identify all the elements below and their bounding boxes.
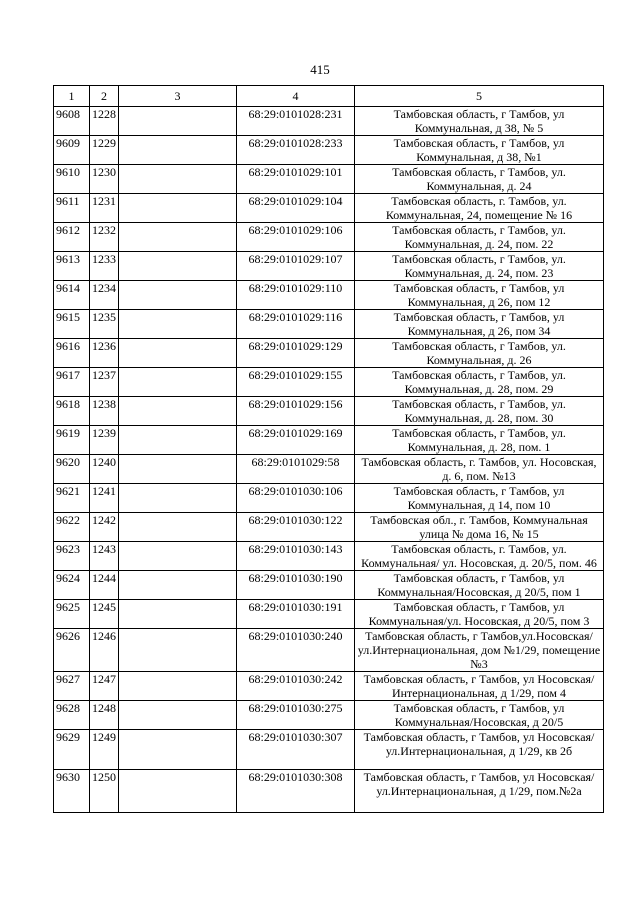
column-header-1: 1 xyxy=(54,86,90,107)
empty-cell xyxy=(119,426,237,455)
cadastral-number-cell: 68:29:0101029:107 xyxy=(237,252,355,281)
cadastral-number-cell: 68:29:0101028:231 xyxy=(237,107,355,136)
row-number-cell: 9622 xyxy=(54,513,90,542)
cadastral-number-cell: 68:29:0101029:129 xyxy=(237,339,355,368)
address-cell: Тамбовская область, г Тамбов, ул Носовская/ул.Интернациональная, д 1/29, кв 2б xyxy=(355,730,604,770)
row-subnumber-cell: 1232 xyxy=(90,223,119,252)
table-row xyxy=(54,310,604,339)
empty-cell xyxy=(119,542,237,571)
row-subnumber-cell: 1243 xyxy=(90,542,119,571)
row-number-cell: 9626 xyxy=(54,629,90,672)
table-row xyxy=(54,513,604,542)
table-row xyxy=(54,223,604,252)
row-number-cell: 9611 xyxy=(54,194,90,223)
cadastral-number-cell: 68:29:0101029:169 xyxy=(237,426,355,455)
row-number-cell: 9629 xyxy=(54,730,90,770)
address-cell: Тамбовская область, г Тамбов, ул Коммунальная, д 26, пом 12 xyxy=(355,281,604,310)
row-subnumber-cell: 1250 xyxy=(90,770,119,813)
row-subnumber-cell: 1229 xyxy=(90,136,119,165)
table-row xyxy=(54,426,604,455)
row-subnumber-cell: 1238 xyxy=(90,397,119,426)
row-subnumber-cell: 1230 xyxy=(90,165,119,194)
table-row xyxy=(54,730,604,770)
table-row xyxy=(54,770,604,813)
row-subnumber-cell: 1236 xyxy=(90,339,119,368)
address-cell: Тамбовская область, г. Тамбов, ул. Коммунальная, 24, помещение № 16 xyxy=(355,194,604,223)
table-row xyxy=(54,571,604,600)
row-subnumber-cell: 1235 xyxy=(90,310,119,339)
address-cell: Тамбовская область, г Тамбов, ул Носовская/ул.Интернациональная, д 1/29, пом.№2а xyxy=(355,770,604,813)
cadastral-number-cell: 68:29:0101030:190 xyxy=(237,571,355,600)
row-subnumber-cell: 1237 xyxy=(90,368,119,397)
table-header-row xyxy=(54,86,604,107)
table-row xyxy=(54,194,604,223)
row-subnumber-cell: 1228 xyxy=(90,107,119,136)
row-number-cell: 9619 xyxy=(54,426,90,455)
row-number-cell: 9609 xyxy=(54,136,90,165)
row-subnumber-cell: 1233 xyxy=(90,252,119,281)
table-row xyxy=(54,701,604,730)
row-number-cell: 9628 xyxy=(54,701,90,730)
table-row xyxy=(54,455,604,484)
cadastral-number-cell: 68:29:0101028:233 xyxy=(237,136,355,165)
empty-cell xyxy=(119,339,237,368)
empty-cell xyxy=(119,107,237,136)
row-number-cell: 9610 xyxy=(54,165,90,194)
row-subnumber-cell: 1239 xyxy=(90,426,119,455)
table-row xyxy=(54,484,604,513)
address-cell: Тамбовская область, г Тамбов, ул. Коммунальная, д. 28, пом. 30 xyxy=(355,397,604,426)
address-cell: Тамбовская область, г Тамбов, ул. Коммунальная, д. 26 xyxy=(355,339,604,368)
row-number-cell: 9630 xyxy=(54,770,90,813)
row-number-cell: 9620 xyxy=(54,455,90,484)
row-subnumber-cell: 1244 xyxy=(90,571,119,600)
address-cell: Тамбовская область, г Тамбов, ул. Коммунальная, д. 28, пом. 29 xyxy=(355,368,604,397)
empty-cell xyxy=(119,397,237,426)
address-cell: Тамбовская область, г Тамбов, ул Коммунальная/ул. Носовская, д 20/5, пом 3 xyxy=(355,600,604,629)
address-cell: Тамбовская область, г Тамбов, ул Коммунальная, д 38, № 5 xyxy=(355,107,604,136)
row-subnumber-cell: 1245 xyxy=(90,600,119,629)
row-subnumber-cell: 1249 xyxy=(90,730,119,770)
row-number-cell: 9627 xyxy=(54,672,90,701)
empty-cell xyxy=(119,672,237,701)
cadastral-number-cell: 68:29:0101030:307 xyxy=(237,730,355,770)
row-number-cell: 9623 xyxy=(54,542,90,571)
cadastral-number-cell: 68:29:0101030:240 xyxy=(237,629,355,672)
cadastral-number-cell: 68:29:0101030:275 xyxy=(237,701,355,730)
row-subnumber-cell: 1241 xyxy=(90,484,119,513)
address-cell: Тамбовская область, г Тамбов, ул. Коммунальная, д. 24, пом. 22 xyxy=(355,223,604,252)
row-number-cell: 9612 xyxy=(54,223,90,252)
row-number-cell: 9608 xyxy=(54,107,90,136)
empty-cell xyxy=(119,770,237,813)
cadastral-number-cell: 68:29:0101030:308 xyxy=(237,770,355,813)
row-number-cell: 9614 xyxy=(54,281,90,310)
address-cell: Тамбовская область, г Тамбов, ул. Коммунальная, д. 24, пом. 23 xyxy=(355,252,604,281)
address-cell: Тамбовская область, г Тамбов, ул Коммунальная, д 26, пом 34 xyxy=(355,310,604,339)
table-row xyxy=(54,397,604,426)
table-row xyxy=(54,165,604,194)
cadastral-number-cell: 68:29:0101029:110 xyxy=(237,281,355,310)
row-number-cell: 9621 xyxy=(54,484,90,513)
empty-cell xyxy=(119,223,237,252)
address-cell: Тамбовская область, г Тамбов, ул Коммунальная, д 38, №1 xyxy=(355,136,604,165)
cadastral-number-cell: 68:29:0101029:155 xyxy=(237,368,355,397)
address-cell: Тамбовская область, г Тамбов, ул. Коммунальная, д. 24 xyxy=(355,165,604,194)
column-header-4: 4 xyxy=(237,86,355,107)
empty-cell xyxy=(119,455,237,484)
cadastral-number-cell: 68:29:0101029:106 xyxy=(237,223,355,252)
address-cell: Тамбовская область, г Тамбов, ул Коммунальная, д 14, пом 10 xyxy=(355,484,604,513)
empty-cell xyxy=(119,136,237,165)
cadastral-number-cell: 68:29:0101030:143 xyxy=(237,542,355,571)
empty-cell xyxy=(119,310,237,339)
cadastral-number-cell: 68:29:0101029:104 xyxy=(237,194,355,223)
empty-cell xyxy=(119,194,237,223)
column-header-5: 5 xyxy=(355,86,604,107)
empty-cell xyxy=(119,252,237,281)
address-cell: Тамбовская область, г. Тамбов, ул. Коммунальная/ ул. Носовская, д. 20/5, пом. 46 xyxy=(355,542,604,571)
address-cell: Тамбовская область, г Тамбов, ул. Коммунальная, д. 28, пом. 1 xyxy=(355,426,604,455)
row-number-cell: 9616 xyxy=(54,339,90,368)
address-cell: Тамбовская область, г. Тамбов, ул. Носовская, д. 6, пом. №13 xyxy=(355,455,604,484)
empty-cell xyxy=(119,513,237,542)
row-number-cell: 9624 xyxy=(54,571,90,600)
empty-cell xyxy=(119,571,237,600)
row-subnumber-cell: 1248 xyxy=(90,701,119,730)
empty-cell xyxy=(119,281,237,310)
row-subnumber-cell: 1231 xyxy=(90,194,119,223)
address-cell: Тамбовская область, г Тамбов, ул Носовская/Интернациональная, д 1/29, пом 4 xyxy=(355,672,604,701)
row-number-cell: 9615 xyxy=(54,310,90,339)
row-number-cell: 9613 xyxy=(54,252,90,281)
table-row xyxy=(54,629,604,672)
cadastral-number-cell: 68:29:0101030:122 xyxy=(237,513,355,542)
address-cell: Тамбовская обл., г. Тамбов, Коммунальная улица № дома 16, № 15 xyxy=(355,513,604,542)
address-cell: Тамбовская область, г Тамбов,ул.Носовская/ул.Интернациональная, дом №1/29, помещение №3 xyxy=(355,629,604,672)
table-row xyxy=(54,339,604,368)
address-cell: Тамбовская область, г Тамбов, ул Коммунальная/Носовская, д 20/5, пом 1 xyxy=(355,571,604,600)
empty-cell xyxy=(119,600,237,629)
row-subnumber-cell: 1246 xyxy=(90,629,119,672)
address-cell: Тамбовская область, г Тамбов, ул Коммунальная/Носовская, д 20/5 xyxy=(355,701,604,730)
cadastral-number-cell: 68:29:0101030:106 xyxy=(237,484,355,513)
empty-cell xyxy=(119,368,237,397)
column-header-2: 2 xyxy=(90,86,119,107)
row-subnumber-cell: 1247 xyxy=(90,672,119,701)
table-row xyxy=(54,136,604,165)
row-number-cell: 9617 xyxy=(54,368,90,397)
table-row xyxy=(54,600,604,629)
cadastral-number-cell: 68:29:0101030:191 xyxy=(237,600,355,629)
empty-cell xyxy=(119,629,237,672)
row-subnumber-cell: 1242 xyxy=(90,513,119,542)
table-row xyxy=(54,368,604,397)
table-row xyxy=(54,542,604,571)
empty-cell xyxy=(119,730,237,770)
table-row xyxy=(54,252,604,281)
table-row xyxy=(54,672,604,701)
row-subnumber-cell: 1234 xyxy=(90,281,119,310)
row-number-cell: 9625 xyxy=(54,600,90,629)
table-row xyxy=(54,107,604,136)
row-subnumber-cell: 1240 xyxy=(90,455,119,484)
table-row xyxy=(54,281,604,310)
empty-cell xyxy=(119,165,237,194)
empty-cell xyxy=(119,701,237,730)
cadastral-number-cell: 68:29:0101029:58 xyxy=(237,455,355,484)
cadastral-number-cell: 68:29:0101029:116 xyxy=(237,310,355,339)
cadastral-number-cell: 68:29:0101029:101 xyxy=(237,165,355,194)
page-number: 415 xyxy=(310,62,330,77)
column-header-3: 3 xyxy=(119,86,237,107)
registry-table xyxy=(53,85,604,813)
cadastral-number-cell: 68:29:0101030:242 xyxy=(237,672,355,701)
row-number-cell: 9618 xyxy=(54,397,90,426)
cadastral-number-cell: 68:29:0101029:156 xyxy=(237,397,355,426)
empty-cell xyxy=(119,484,237,513)
